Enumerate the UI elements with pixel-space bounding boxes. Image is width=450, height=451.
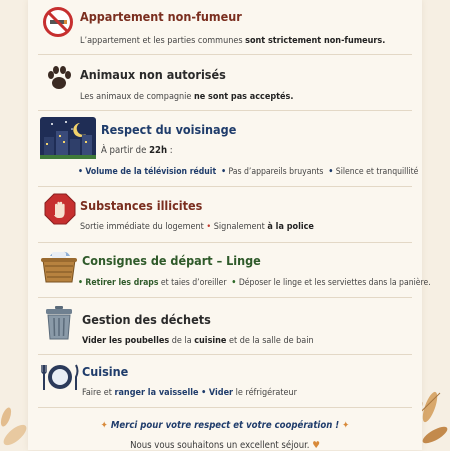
rule-no-noisy-devices: Pas d’appareils bruyants bbox=[228, 167, 324, 177]
divider bbox=[38, 186, 412, 187]
no-smoking-icon bbox=[42, 6, 74, 38]
wishes-text: Nous vous souhaitons un excellent séjour. bbox=[130, 440, 310, 451]
rule-immediate-exit: Sortie immédiate du logement bbox=[80, 222, 204, 232]
footer-wishes bbox=[0, 440, 450, 451]
section-desc-pets bbox=[80, 92, 293, 102]
heart-icon: ♥ bbox=[312, 440, 320, 451]
divider bbox=[38, 407, 412, 408]
footer-thanks bbox=[0, 420, 450, 431]
section-title-linen: Consignes de départ – Linge bbox=[82, 253, 261, 268]
desc-bathroom: et de la salle de bain bbox=[226, 336, 314, 346]
bullet-icon: • bbox=[201, 388, 207, 398]
section-desc-substances bbox=[80, 222, 314, 232]
bullet-icon: • bbox=[328, 167, 334, 177]
plate-cutlery-icon bbox=[40, 362, 80, 392]
rule-empty-bins: Vider les poubelles bbox=[82, 336, 170, 346]
rule-tv-volume: Volume de la télévision réduit bbox=[85, 167, 217, 177]
rule-remove-sheets: Retirer les draps bbox=[85, 278, 159, 288]
rule-police-emphasis: à la police bbox=[267, 222, 314, 232]
bullet-icon: • bbox=[206, 222, 212, 232]
bullet-icon: • bbox=[221, 167, 227, 177]
desc-text: Faire et bbox=[82, 388, 115, 398]
desc-text: L’appartement et les parties communes bbox=[80, 36, 246, 46]
section-desc-kitchen bbox=[82, 388, 297, 398]
rule-dishes: ranger la vaisselle bbox=[114, 388, 199, 398]
divider bbox=[38, 54, 412, 55]
quiet-hours-prefix: À partir de bbox=[101, 145, 150, 156]
trash-bin-icon bbox=[44, 305, 74, 341]
desc-emphasis: sont strictement non-fumeurs. bbox=[245, 36, 386, 46]
stop-hand-icon bbox=[44, 193, 76, 225]
bullet-icon: • bbox=[78, 278, 83, 288]
desc-text: de la bbox=[169, 336, 195, 346]
section-desc-waste bbox=[82, 336, 314, 346]
sparkle-icon: ✦ bbox=[100, 420, 108, 431]
section-title-substances: Substances illicites bbox=[80, 198, 203, 213]
section-desc-linen bbox=[78, 278, 431, 288]
quiet-hours bbox=[101, 145, 173, 156]
rule-silence: Silence et tranquillité bbox=[335, 167, 419, 177]
divider bbox=[38, 242, 412, 243]
desc-text: Les animaux de compagnie bbox=[80, 92, 194, 102]
night-city-icon bbox=[40, 117, 96, 159]
divider bbox=[38, 110, 412, 111]
desc-kitchen: cuisine bbox=[194, 336, 227, 346]
divider bbox=[38, 354, 412, 355]
quiet-hours-time: 22h bbox=[149, 145, 168, 156]
neighbors-rules bbox=[78, 167, 418, 177]
section-title-waste: Gestion des déchets bbox=[82, 312, 211, 327]
rule-police-report: Signalement bbox=[213, 222, 268, 232]
section-title-pets: Animaux non autorisés bbox=[80, 67, 226, 82]
rule-deposit-linen: Déposer le linge et les serviettes dans la panière. bbox=[238, 278, 431, 288]
rule-fridge: le réfrigérateur bbox=[233, 388, 298, 398]
bullet-icon: • bbox=[231, 278, 237, 288]
section-title-neighbors: Respect du voisinage bbox=[101, 122, 237, 137]
section-title-nonsmoking: Appartement non-fumeur bbox=[80, 9, 242, 24]
desc-emphasis: ne sont pas acceptés. bbox=[193, 92, 294, 102]
divider bbox=[38, 297, 412, 298]
section-desc-nonsmoking bbox=[80, 36, 385, 46]
quiet-hours-suffix: : bbox=[167, 145, 173, 156]
laundry-basket-icon bbox=[40, 248, 78, 284]
paw-icon bbox=[44, 63, 74, 93]
rule-remove-pillowcases: et taies d’oreiller bbox=[158, 278, 227, 288]
thanks-text: Merci pour votre respect et votre coopération ! bbox=[110, 420, 340, 431]
sparkle-icon: ✦ bbox=[342, 420, 350, 431]
section-title-kitchen: Cuisine bbox=[82, 364, 129, 379]
rule-empty: Vider bbox=[208, 388, 234, 398]
bullet-icon: • bbox=[78, 167, 83, 177]
